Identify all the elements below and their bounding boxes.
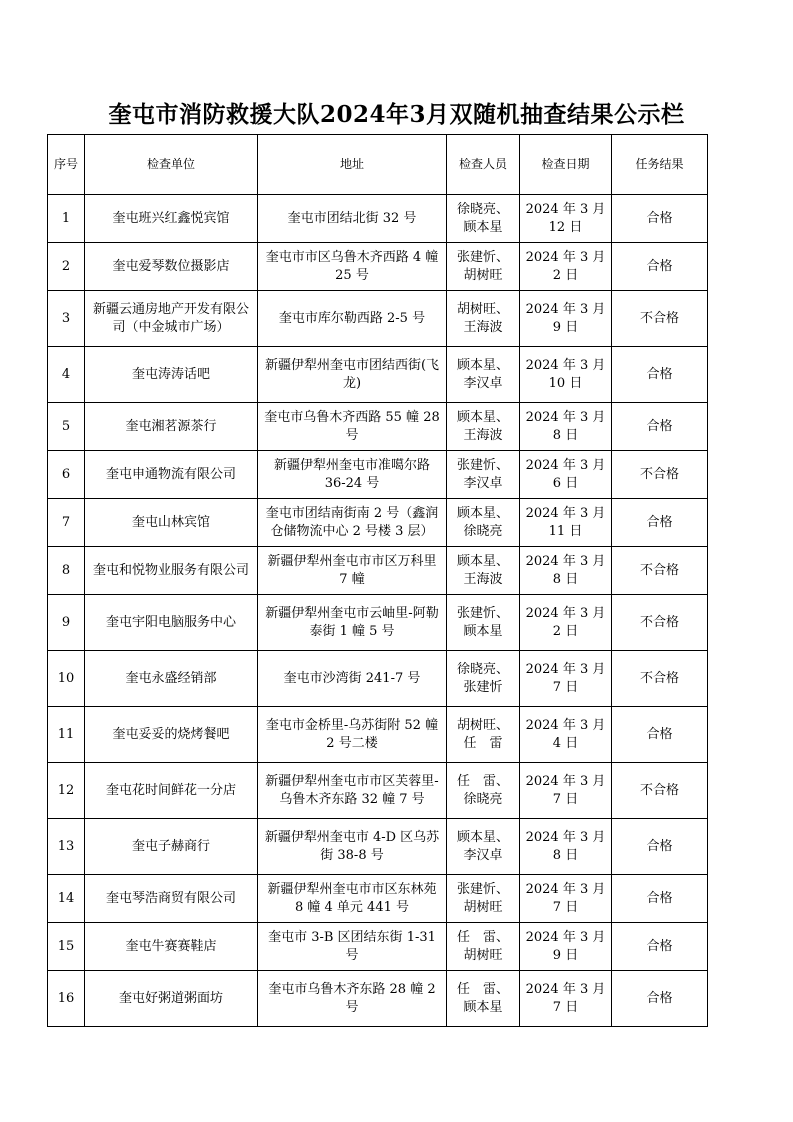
inspection-date: 2024 年 3 月 9 日: [520, 291, 612, 347]
inspectors: 张建忻、顾本星: [447, 595, 520, 651]
task-result: 合格: [612, 707, 708, 763]
table-row: [48, 651, 708, 707]
task-result: 合格: [612, 243, 708, 291]
row-number: 2: [48, 243, 85, 291]
row-number: 8: [48, 547, 85, 595]
address: 奎屯市沙湾街 241-7 号: [258, 651, 447, 707]
inspected-unit: 奎屯永盛经销部: [85, 651, 258, 707]
row-number: 11: [48, 707, 85, 763]
row-number: 14: [48, 875, 85, 923]
inspection-date: 2024 年 3 月 10 日: [520, 347, 612, 403]
table-row: [48, 451, 708, 499]
inspected-unit: 奎屯花时间鲜花一分店: [85, 763, 258, 819]
task-result: 不合格: [612, 595, 708, 651]
row-number: 12: [48, 763, 85, 819]
inspection-date: 2024 年 3 月 12 日: [520, 195, 612, 243]
row-number: 4: [48, 347, 85, 403]
inspectors: 任 雷、徐晓亮: [447, 763, 520, 819]
inspection-date: 2024 年 3 月 11 日: [520, 499, 612, 547]
inspected-unit: 奎屯申通物流有限公司: [85, 451, 258, 499]
inspectors: 徐晓亮、顾本星: [447, 195, 520, 243]
inspectors: 任 雷、顾本星: [447, 971, 520, 1027]
row-number: 13: [48, 819, 85, 875]
inspectors: 徐晓亮、张建忻: [447, 651, 520, 707]
row-number: 6: [48, 451, 85, 499]
task-result: 合格: [612, 971, 708, 1027]
address: 奎屯市金桥里-乌苏街附 52 幢 2 号二楼: [258, 707, 447, 763]
row-number: 15: [48, 923, 85, 971]
inspectors: 顾本星、王海波: [447, 403, 520, 451]
inspected-unit: 奎屯琴浩商贸有限公司: [85, 875, 258, 923]
inspected-unit: 奎屯牛赛赛鞋店: [85, 923, 258, 971]
table-row: [48, 923, 708, 971]
inspectors: 顾本星、李汉卓: [447, 819, 520, 875]
inspected-unit: 奎屯子赫商行: [85, 819, 258, 875]
inspection-date: 2024 年 3 月 9 日: [520, 923, 612, 971]
inspectors: 任 雷、胡树旺: [447, 923, 520, 971]
table-header-row: [48, 135, 708, 195]
inspection-date: 2024 年 3 月 7 日: [520, 651, 612, 707]
inspected-unit: 奎屯湘茗源茶行: [85, 403, 258, 451]
inspected-unit: 奎屯爱琴数位摄影店: [85, 243, 258, 291]
inspected-unit: 奎屯山林宾馆: [85, 499, 258, 547]
inspectors: 张建忻、胡树旺: [447, 875, 520, 923]
task-result: 不合格: [612, 451, 708, 499]
col-header-address: 地址: [258, 135, 447, 195]
table-row: [48, 547, 708, 595]
col-header-date: 检查日期: [520, 135, 612, 195]
inspectors: 顾本星、李汉卓: [447, 347, 520, 403]
inspection-date: 2024 年 3 月 8 日: [520, 547, 612, 595]
table-row: [48, 595, 708, 651]
row-number: 9: [48, 595, 85, 651]
task-result: 不合格: [612, 291, 708, 347]
table-row: [48, 875, 708, 923]
address: 新疆伊犁州奎屯市准噶尔路 36-24 号: [258, 451, 447, 499]
address: 新疆伊犁州奎屯市市区万科里 7 幢: [258, 547, 447, 595]
row-number: 3: [48, 291, 85, 347]
table-row: [48, 819, 708, 875]
task-result: 不合格: [612, 547, 708, 595]
task-result: 合格: [612, 347, 708, 403]
inspected-unit: 奎屯好粥道粥面坊: [85, 971, 258, 1027]
inspection-date: 2024 年 3 月 6 日: [520, 451, 612, 499]
inspection-date: 2024 年 3 月 7 日: [520, 763, 612, 819]
inspectors: 张建忻、胡树旺: [447, 243, 520, 291]
table-row: [48, 763, 708, 819]
inspected-unit: 奎屯涛涛话吧: [85, 347, 258, 403]
inspectors: 张建忻、李汉卓: [447, 451, 520, 499]
inspectors: 顾本星、徐晓亮: [447, 499, 520, 547]
inspected-unit: 奎屯班兴红鑫悦宾馆: [85, 195, 258, 243]
col-header-no: 序号: [48, 135, 85, 195]
address: 奎屯市乌鲁木齐东路 28 幢 2 号: [258, 971, 447, 1027]
table-row: [48, 403, 708, 451]
row-number: 5: [48, 403, 85, 451]
row-number: 16: [48, 971, 85, 1027]
inspected-unit: 奎屯和悦物业服务有限公司: [85, 547, 258, 595]
inspected-unit: 奎屯妥妥的烧烤餐吧: [85, 707, 258, 763]
row-number: 10: [48, 651, 85, 707]
address: 奎屯市市区乌鲁木齐西路 4 幢 25 号: [258, 243, 447, 291]
task-result: 合格: [612, 499, 708, 547]
task-result: 合格: [612, 875, 708, 923]
inspection-date: 2024 年 3 月 8 日: [520, 819, 612, 875]
task-result: 合格: [612, 923, 708, 971]
table-row: [48, 195, 708, 243]
inspected-unit: 奎屯宇阳电脑服务中心: [85, 595, 258, 651]
address: 新疆伊犁州奎屯市市区芙蓉里-乌鲁木齐东路 32 幢 7 号: [258, 763, 447, 819]
inspection-date: 2024 年 3 月 4 日: [520, 707, 612, 763]
task-result: 合格: [612, 195, 708, 243]
task-result: 合格: [612, 819, 708, 875]
address: 奎屯市团结北街 32 号: [258, 195, 447, 243]
inspection-date: 2024 年 3 月 8 日: [520, 403, 612, 451]
address: 新疆伊犁州奎屯市 4-D 区乌苏街 38-8 号: [258, 819, 447, 875]
address: 奎屯市乌鲁木齐西路 55 幢 28 号: [258, 403, 447, 451]
address: 新疆伊犁州奎屯市市区东林苑 8 幢 4 单元 441 号: [258, 875, 447, 923]
table-row: [48, 243, 708, 291]
row-number: 7: [48, 499, 85, 547]
inspection-date: 2024 年 3 月 2 日: [520, 595, 612, 651]
inspection-date: 2024 年 3 月 2 日: [520, 243, 612, 291]
table-row: [48, 291, 708, 347]
inspection-date: 2024 年 3 月 7 日: [520, 875, 612, 923]
address: 奎屯市 3-B 区团结东街 1-31 号: [258, 923, 447, 971]
table-row: [48, 499, 708, 547]
inspectors: 胡树旺、王海波: [447, 291, 520, 347]
inspection-date: 2024 年 3 月 7 日: [520, 971, 612, 1027]
task-result: 不合格: [612, 763, 708, 819]
task-result: 不合格: [612, 651, 708, 707]
table-row: [48, 971, 708, 1027]
table-row: [48, 347, 708, 403]
row-number: 1: [48, 195, 85, 243]
address: 新疆伊犁州奎屯市云岫里-阿勒泰街 1 幢 5 号: [258, 595, 447, 651]
col-header-unit: 检查单位: [85, 135, 258, 195]
address: 奎屯市库尔勒西路 2-5 号: [258, 291, 447, 347]
col-header-result: 任务结果: [612, 135, 708, 195]
col-header-inspectors: 检查人员: [447, 135, 520, 195]
results-table: [47, 134, 708, 1027]
inspectors: 胡树旺、任 雷: [447, 707, 520, 763]
address: 奎屯市团结南街南 2 号（鑫润仓储物流中心 2 号楼 3 层）: [258, 499, 447, 547]
inspected-unit: 新疆云通房地产开发有限公司（中金城市广场）: [85, 291, 258, 347]
address: 新疆伊犁州奎屯市团结西街(飞龙): [258, 347, 447, 403]
table-row: [48, 707, 708, 763]
task-result: 合格: [612, 403, 708, 451]
page-title: 奎屯市消防救援大队2024年3月双随机抽查结果公示栏: [108, 101, 685, 128]
inspectors: 顾本星、王海波: [447, 547, 520, 595]
